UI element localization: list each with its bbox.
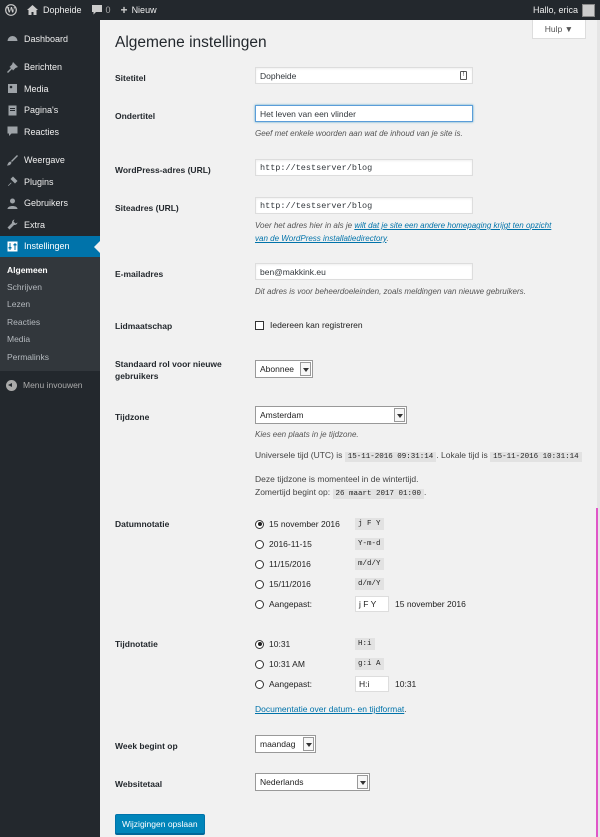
submenu-item-permalinks[interactable]: Permalinks (7, 351, 50, 362)
timeformat-label: Tijdnotatie (115, 639, 158, 649)
tagline-label: Ondertitel (115, 111, 156, 121)
local-time: 15-11-2016 10:31:14 (490, 452, 582, 462)
help-button[interactable]: Hulp ▼ (532, 20, 586, 39)
radio-button[interactable] (255, 600, 264, 609)
plus-icon: + (120, 3, 128, 17)
email-field-wrap (255, 263, 473, 280)
page-icon (6, 104, 18, 116)
brush-icon (6, 154, 18, 166)
radio-button[interactable] (255, 680, 264, 689)
format-code: g:i A (355, 658, 384, 670)
dateformat-custom-preview: 15 november 2016 (395, 599, 466, 609)
local-label: . Lokale tijd is (436, 450, 488, 460)
menu-item-instellingen[interactable] (0, 236, 100, 258)
tagline-description: Geef met enkele woorden aan wat de inhoud van je site is. (255, 129, 463, 138)
wordpress-logo-button[interactable] (0, 0, 22, 20)
radio-button[interactable] (255, 560, 264, 569)
option-label: 11/15/2016 (269, 559, 311, 569)
winter-text: Deze tijdzone is momenteel in de wintertijd. (255, 474, 419, 484)
membership-checkbox-label: Iedereen kan registreren (270, 320, 363, 330)
my-account-link[interactable] (528, 0, 600, 20)
format-doc (255, 703, 407, 716)
timeformat-custom-preview: 10:31 (395, 679, 417, 689)
siteurl-input[interactable] (255, 197, 473, 214)
greeting: Hallo, erica (532, 5, 578, 15)
submenu-item-media[interactable]: Media (7, 334, 31, 345)
checkbox-box[interactable] (255, 321, 264, 330)
dateformat-option-2[interactable] (255, 537, 384, 551)
menu-label: Dashboard (24, 33, 69, 44)
summer-label: Zomertijd begint op: (255, 487, 331, 497)
weekstart-select[interactable] (255, 735, 316, 753)
radio-button[interactable] (255, 580, 264, 589)
dateformat-custom-input[interactable]: j F Y (355, 596, 389, 612)
role-label-line-2: gebruikers (115, 371, 159, 381)
siteurl-desc-post: . (386, 234, 389, 243)
menu-item-gebruikers[interactable] (0, 193, 100, 215)
siteurl-desc-pre: Voer het adres hier in als je (255, 221, 355, 230)
siteurl-desc-link[interactable]: wilt dat je site een andere homepaging krijgt ten opzicht van de WordPress installatiedirectory (255, 221, 552, 243)
option-label: 10:31 (269, 639, 291, 649)
option-label: Aangepast: (269, 599, 313, 609)
save-button[interactable]: Wijzigingen opslaan (115, 814, 205, 834)
role-label (115, 358, 222, 382)
chevron-down-icon (303, 737, 314, 751)
svg-text:W: W (6, 5, 16, 15)
chevron-down-icon (357, 775, 368, 789)
menu-label: Plugins (24, 176, 54, 187)
pin-icon (6, 61, 18, 73)
wrench-icon (6, 219, 18, 231)
comment-icon (92, 5, 102, 15)
dashboard-icon (6, 33, 18, 45)
collapse-menu-button[interactable] (0, 375, 100, 395)
language-label: Websitetaal (115, 779, 163, 789)
weekstart-label: Week begint op (115, 741, 178, 751)
media-icon (6, 83, 18, 95)
menu-item-weergave[interactable] (0, 150, 100, 172)
membership-checkbox[interactable] (255, 320, 363, 330)
format-doc-post: . (404, 704, 407, 714)
utc-time: 15-11-2016 09:31:14 (345, 452, 437, 462)
language-select[interactable] (255, 773, 370, 791)
menu-label: Reacties (24, 126, 60, 137)
users-icon (6, 197, 18, 209)
language-select-value: Nederlands (260, 777, 304, 787)
format-code: j F Y (355, 518, 384, 530)
menu-label: Media (24, 83, 49, 94)
new-content-link[interactable] (116, 0, 162, 20)
admin-menu (0, 20, 100, 837)
chevron-down-icon (394, 408, 405, 422)
avatar (582, 4, 595, 17)
siteurl-label: Siteadres (URL) (115, 203, 179, 213)
comment-icon (6, 126, 18, 138)
password-manager-icon: ! (460, 71, 467, 80)
wpurl-field-wrap (255, 159, 473, 176)
wpurl-label: WordPress-adres (URL) (115, 165, 211, 175)
settings-submenu (0, 257, 100, 371)
site-name-link[interactable] (22, 0, 87, 20)
format-code: Y-m-d (355, 538, 384, 550)
format-doc-link[interactable]: Documentatie over datum- en tijdformat (255, 704, 405, 714)
timezone-times (255, 449, 582, 464)
option-label: 15 november 2016 (269, 519, 340, 529)
edge-highlight (596, 508, 598, 837)
wordpress-icon (5, 4, 17, 16)
menu-label: Berichten (24, 62, 63, 73)
submenu-item-lezen[interactable]: Lezen (7, 299, 31, 310)
utc-label: Universele tijd (UTC) is (255, 450, 343, 460)
menu-label: Instellingen (24, 241, 70, 252)
timeformat-option-2[interactable] (255, 657, 384, 671)
sitetitle-field-wrap (255, 67, 473, 84)
timeformat-option-1[interactable] (255, 637, 375, 651)
dateformat-custom[interactable] (255, 597, 466, 611)
submenu-item-reacties[interactable]: Reacties (7, 316, 41, 327)
dst-info (255, 473, 426, 501)
home-icon (27, 5, 38, 15)
format-code: d/m/Y (355, 578, 384, 590)
plug-icon (6, 176, 18, 188)
format-code: H:i (355, 638, 375, 650)
tagline-field-wrap (255, 105, 473, 122)
sitetitle-label: Sitetitel (115, 73, 146, 83)
main-content (100, 20, 600, 837)
role-select-value: Abonnee (260, 364, 295, 374)
radio-button[interactable] (255, 540, 264, 549)
role-label-line-1: Standaard rol voor nieuwe (115, 359, 222, 369)
radio-button[interactable] (255, 660, 264, 669)
comments-count: 0 (105, 5, 111, 15)
menu-item-reacties[interactable] (0, 121, 100, 143)
comments-link[interactable] (87, 0, 116, 20)
menu-item-dashboard[interactable] (0, 28, 100, 50)
menu-label: Gebruikers (24, 198, 69, 209)
timezone-select[interactable] (255, 406, 407, 424)
timeformat-custom[interactable] (255, 677, 416, 691)
radio-button[interactable] (255, 640, 264, 649)
menu-item-berichten[interactable] (0, 57, 100, 79)
summer-time: 26 maart 2017 01:00 (333, 489, 425, 499)
timezone-select-value: Amsterdam (260, 410, 304, 420)
summer-post: . (424, 487, 427, 497)
menu-label: Extra (24, 219, 46, 230)
email-label: E-mailadres (115, 269, 164, 279)
sitetitle-input[interactable] (255, 67, 473, 84)
timezone-label: Tijdzone (115, 412, 150, 422)
dateformat-option-3[interactable] (255, 557, 384, 571)
membership-label: Lidmaatschap (115, 321, 173, 331)
email-description: Dit adres is voor beheerdoeleinden, zoals meldingen van nieuwe gebruikers. (255, 287, 526, 296)
tagline-input[interactable] (255, 105, 473, 122)
menu-item-extra[interactable] (0, 214, 100, 236)
menu-item-media[interactable] (0, 78, 100, 100)
menu-item-paginas[interactable] (0, 100, 100, 122)
dateformat-option-1[interactable] (255, 517, 384, 531)
dateformat-label: Datumnotatie (115, 519, 170, 529)
menu-label: Weergave (24, 155, 65, 166)
role-select[interactable] (255, 360, 313, 378)
timeformat-custom-input[interactable]: H:i (355, 676, 389, 692)
option-label: 2016-11-15 (269, 539, 312, 549)
settings-icon (6, 240, 18, 252)
collapse-icon (6, 380, 17, 391)
email-input[interactable] (255, 263, 473, 280)
collapse-label: Menu invouwen (23, 380, 83, 391)
submenu-item-schrijven[interactable]: Schrijven (7, 282, 42, 293)
dateformat-option-4[interactable] (255, 577, 384, 591)
siteurl-description (255, 219, 565, 245)
page-title: Algemene instellingen (115, 34, 267, 51)
site-name: Dopheide (43, 5, 82, 15)
weekstart-select-value: maandag (260, 739, 296, 749)
siteurl-field-wrap (255, 197, 473, 214)
option-label: 15/11/2016 (269, 579, 311, 589)
option-label: 10:31 AM (269, 659, 305, 669)
new-label: Nieuw (131, 5, 157, 15)
submenu-item-algemeen[interactable]: Algemeen (7, 264, 48, 275)
menu-item-plugins[interactable] (0, 171, 100, 193)
radio-button[interactable] (255, 520, 264, 529)
timezone-description: Kies een plaats in je tijdzone. (255, 430, 359, 439)
menu-label: Pagina's (24, 105, 59, 116)
admin-bar (0, 0, 600, 20)
format-code: m/d/Y (355, 558, 384, 570)
chevron-down-icon (300, 362, 311, 376)
option-label: Aangepast: (269, 679, 313, 689)
wpurl-input[interactable] (255, 159, 473, 176)
summer-line (255, 486, 426, 501)
